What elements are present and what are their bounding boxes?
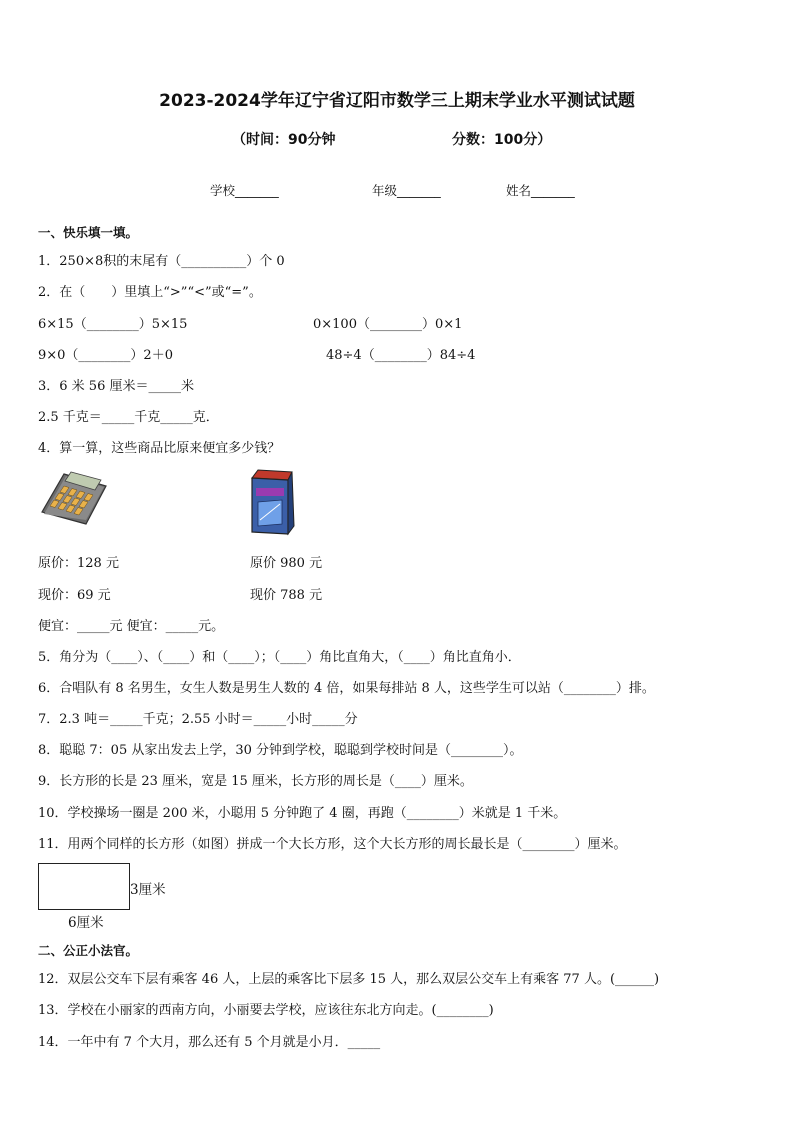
question-13: 13．学校在小丽家的西南方向，小丽要去学校，应该往东北方向走。(________) — [38, 1003, 494, 1018]
question-14: 14．一年中有 7 个大月，那么还有 5 个月就是小月．_____ — [38, 1035, 381, 1050]
question-2b: 0×100（________）0×1 — [313, 317, 463, 332]
q4-item2-now: 现价 788 元 — [250, 588, 323, 603]
exam-time: （时间：90分钟 — [232, 132, 336, 148]
question-4: 4．算一算，这些商品比原来便宜多少钱？ — [38, 441, 281, 456]
question-2c: 9×0（________）2＋0 — [38, 348, 173, 363]
juice-box-icon — [246, 468, 298, 536]
question-8: 8．聪聪 7：05 从家出发去上学，30 分钟到学校，聪聪到学校时间是（________）。 — [38, 743, 523, 758]
section2-title: 二、公正小法官。 — [38, 943, 139, 958]
q4-item1-now: 现价：69 元 — [38, 588, 111, 603]
question-2a: 6×15（________）5×15 — [38, 317, 188, 332]
question-1: 1．250×8积的末尾有（__________）个 0 — [38, 254, 285, 269]
question-9: 9．长方形的长是 23 厘米，宽是 15 厘米，长方形的周长是（____）厘米。 — [38, 774, 473, 789]
grade-field[interactable]: 年级_______ — [372, 183, 441, 198]
q4-item1-original: 原价：128 元 — [38, 556, 119, 571]
question-7: 7．2.3 吨＝_____千克；2.55 小时＝_____小时_____分 — [38, 712, 358, 727]
question-6: 6．合唱队有 8 名男生，女生人数是男生人数的 4 倍，如果每排站 8 人，这些学生可以站（________）排。 — [38, 681, 655, 696]
rectangle-figure — [38, 863, 130, 910]
exam-score: 分数：100分） — [452, 132, 552, 148]
calculator-icon — [38, 468, 110, 528]
school-field[interactable]: 学校_______ — [210, 183, 279, 198]
question-10: 10．学校操场一圈是 200 米，小聪用 5 分钟跑了 4 圈，再跑（________）米就是 1 千米。 — [38, 806, 567, 821]
section1-title: 一、快乐填一填。 — [38, 225, 139, 240]
question-5: 5．角分为（____）、（____）和（____）；（____）角比直角大，（____）角比直角小． — [38, 650, 521, 665]
q4-item2-original: 原价 980 元 — [250, 556, 323, 571]
name-field[interactable]: 姓名_______ — [506, 183, 575, 198]
question-2d: 48÷4（________）84÷4 — [326, 348, 476, 363]
q4-answer: 便宜：_____元 便宜：_____元。 — [38, 619, 225, 634]
question-12: 12．双层公交车下层有乘客 46 人，上层的乘客比下层多 15 人，那么双层公交车上有乘客 77 人。(______) — [38, 972, 660, 987]
figure-width-label: 6厘米 — [68, 915, 104, 931]
question-3b: 2.5 千克＝_____千克_____克． — [38, 410, 219, 425]
question-2: 2．在（ ）里填上“>”“<”或“=”。 — [38, 285, 262, 300]
question-3: 3．6 米 56 厘米＝_____米 — [38, 379, 194, 394]
figure-height-label: 3厘米 — [130, 882, 166, 898]
question-11: 11．用两个同样的长方形（如图）拼成一个大长方形，这个大长方形的周长最长是（________）厘米。 — [38, 837, 627, 852]
page-title: 2023-2024学年辽宁省辽阳市数学三上期末学业水平测试试题 — [159, 91, 635, 111]
